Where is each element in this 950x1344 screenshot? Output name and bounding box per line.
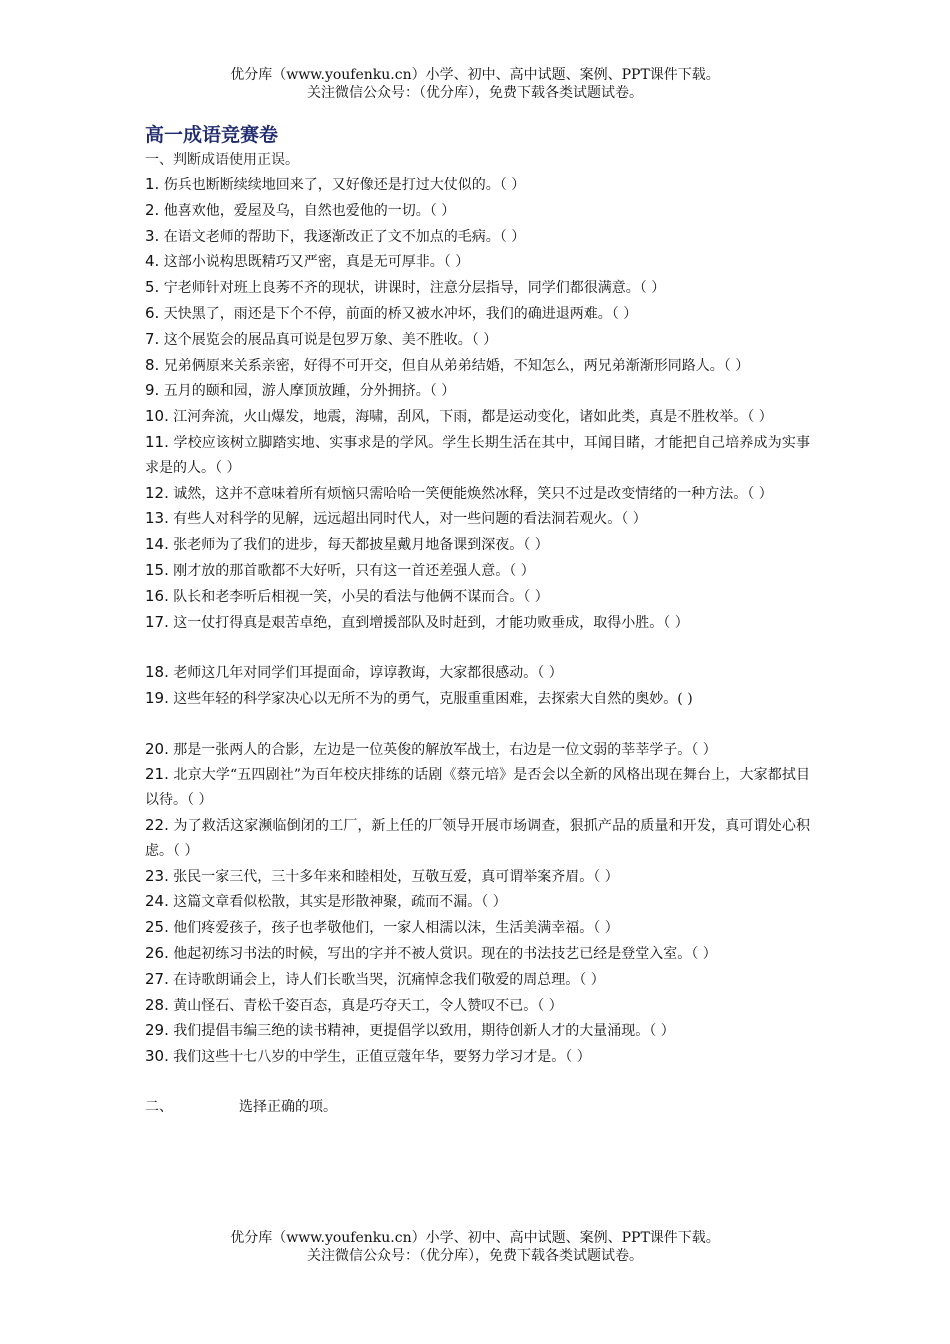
question-number: 18. bbox=[145, 663, 169, 682]
question-text: 江河奔流，火山爆发，地震，海啸，刮风，下雨，都是运动变化，诸如此类，真是不胜枚举。（ ） bbox=[168, 409, 773, 426]
question-text: 这一仗打得真是艰苦卓绝，直到增援部队及时赶到，才能功败垂成，取得小胜。（ ） bbox=[168, 614, 689, 631]
question-number: 3. bbox=[145, 226, 160, 245]
question-text: 黄山怪石、青松千姿百态，真是巧夺天工，令人赞叹不已。（ ） bbox=[168, 997, 563, 1014]
question-text: 我们这些十七八岁的中学生，正值豆蔻年华，要努力学习才是。（ ） bbox=[168, 1049, 591, 1066]
question-item bbox=[145, 172, 810, 198]
question-number: 9. bbox=[145, 381, 160, 400]
question-text: 在语文老师的帮助下，我逐渐改正了文不加点的毛病。（ ） bbox=[159, 228, 526, 245]
question-number: 7. bbox=[145, 329, 160, 348]
question-item bbox=[145, 686, 810, 712]
question-item bbox=[145, 532, 810, 558]
page-footer bbox=[0, 1229, 950, 1265]
question-text: 我们提倡韦编三绝的读书精神，更提倡学以致用，期待创新人才的大量涌现。（ ） bbox=[168, 1023, 675, 1040]
question-number: 16. bbox=[145, 586, 169, 605]
header-line-1: 优分库（www.youfenku.cn）小学、初中、高中试题、案例、PPT课件下载。 bbox=[230, 67, 720, 83]
blank-line bbox=[145, 635, 810, 660]
question-text: 那是一张两人的合影，左边是一位英俊的解放军战士，右边是一位文弱的莘莘学子。（ ） bbox=[168, 741, 717, 758]
question-item bbox=[145, 762, 810, 813]
question-item bbox=[145, 584, 810, 610]
question-item bbox=[145, 506, 810, 532]
question-number: 13. bbox=[145, 509, 169, 528]
question-item bbox=[145, 327, 810, 353]
question-text: 这部小说构思既精巧又严密，真是无可厚非。（ ） bbox=[159, 254, 470, 271]
question-number: 28. bbox=[145, 995, 169, 1014]
question-number: 19. bbox=[145, 688, 169, 707]
question-item bbox=[145, 993, 810, 1019]
question-text: 他起初练习书法的时候，写出的字并不被人赏识。现在的书法技艺已经是登堂入室。（ ） bbox=[168, 945, 717, 962]
section-1-heading: 一、判断成语使用正误。 bbox=[145, 152, 299, 168]
question-number: 11. bbox=[145, 432, 169, 451]
header-line-2: 关注微信公众号：（优分库），免费下载各类试题试卷。 bbox=[307, 85, 643, 101]
section-2-text: 选择正确的项。 bbox=[239, 1098, 337, 1115]
question-text: 在诗歌朗诵会上，诗人们长歌当哭，沉痛悼念我们敬爱的周总理。（ ） bbox=[168, 971, 605, 988]
question-number: 30. bbox=[145, 1047, 169, 1066]
question-number: 14. bbox=[145, 535, 169, 554]
question-number: 4. bbox=[145, 252, 160, 271]
question-item bbox=[145, 353, 810, 379]
question-item bbox=[145, 481, 810, 507]
question-item bbox=[145, 737, 810, 763]
question-item bbox=[145, 558, 810, 584]
question-number: 20. bbox=[145, 739, 169, 758]
question-item bbox=[145, 249, 810, 275]
question-item bbox=[145, 915, 810, 941]
question-item bbox=[145, 967, 810, 993]
question-text: 老师这几年对同学们耳提面命，谆谆教诲，大家都很感动。（ ） bbox=[168, 665, 563, 682]
question-text: 他们疼爱孩子，孩子也孝敬他们，一家人相濡以沫，生活美满幸福。（ ） bbox=[168, 920, 619, 937]
question-number: 24. bbox=[145, 892, 169, 911]
section-2-label: 二、 bbox=[145, 1098, 173, 1115]
footer-line-2: 关注微信公众号：（优分库），免费下载各类试题试卷。 bbox=[307, 1248, 643, 1264]
section-2-heading bbox=[145, 1095, 810, 1119]
document-body bbox=[145, 122, 810, 1119]
question-text: 刚才放的那首歌都不大好听，只有这一首还差强人意。（ ） bbox=[168, 562, 535, 579]
question-number: 22. bbox=[145, 815, 169, 834]
question-text: 他喜欢他，爱屋及乌，自然也爱他的一切。（ ） bbox=[159, 202, 456, 219]
question-number: 21. bbox=[145, 765, 169, 784]
page-header bbox=[0, 66, 950, 102]
question-number: 23. bbox=[145, 866, 169, 885]
question-item bbox=[145, 864, 810, 890]
question-text: 张民一家三代，三十多年来和睦相处，互敬互爱，真可谓举案齐眉。（ ） bbox=[168, 868, 619, 885]
question-number: 29. bbox=[145, 1021, 169, 1040]
question-number: 26. bbox=[145, 943, 169, 962]
question-text: 队长和老李听后相视一笑，小吴的看法与他俩不谋而合。（ ） bbox=[168, 588, 549, 605]
question-text: 宁老师针对班上良莠不齐的现状，讲课时，注意分层指导，同学们都很满意。（ ） bbox=[159, 280, 666, 297]
question-item bbox=[145, 813, 810, 864]
question-text: 这些年轻的科学家决心以无所不为的勇气，克服重重困难，去探索大自然的奥妙。( ) bbox=[168, 690, 693, 707]
question-item bbox=[145, 275, 810, 301]
question-text: 有些人对科学的见解，远远超出同时代人，对一些问题的看法洞若观火。（ ） bbox=[168, 511, 647, 528]
question-item bbox=[145, 889, 810, 915]
question-text: 为了救活这家濒临倒闭的工厂，新上任的厂领导开展市场调查，狠抓产品的质量和开发，真可谓处心积虑。（ ） bbox=[145, 817, 810, 859]
question-number: 25. bbox=[145, 918, 169, 937]
question-text: 学校应该树立脚踏实地、实事求是的学风。学生长期生活在其中，耳闻目睹，才能把自己培养成为实事求是的人。（ ） bbox=[145, 434, 810, 476]
blank-line bbox=[145, 712, 810, 737]
question-number: 6. bbox=[145, 303, 160, 322]
question-text: 诚然，这并不意味着所有烦恼只需哈哈一笑便能焕然冰释，笑只不过是改变情绪的一种方法。（ ） bbox=[168, 485, 773, 502]
question-text: 五月的颐和园，游人摩顶放踵，分外拥挤。（ ） bbox=[159, 383, 456, 400]
question-number: 15. bbox=[145, 560, 169, 579]
question-item bbox=[145, 1018, 810, 1044]
question-text: 伤兵也断断续续地回来了，又好像还是打过大仗似的。（ ） bbox=[159, 177, 526, 193]
question-number: 10. bbox=[145, 407, 169, 426]
question-item bbox=[145, 941, 810, 967]
question-list bbox=[145, 172, 810, 1070]
question-number: 27. bbox=[145, 969, 169, 988]
question-text: 天快黑了，雨还是下个不停，前面的桥又被水冲坏，我们的确进退两难。（ ） bbox=[159, 305, 638, 322]
question-item bbox=[145, 224, 810, 250]
question-text: 这个展览会的展品真可说是包罗万象、美不胜收。（ ） bbox=[159, 331, 498, 348]
footer-line-1: 优分库（www.youfenku.cn）小学、初中、高中试题、案例、PPT课件下载。 bbox=[230, 1230, 720, 1246]
question-number: 5. bbox=[145, 278, 160, 297]
question-number: 1. bbox=[145, 175, 160, 193]
question-item bbox=[145, 610, 810, 636]
question-item bbox=[145, 378, 810, 404]
question-item bbox=[145, 301, 810, 327]
question-text: 兄弟俩原来关系亲密，好得不可开交，但自从弟弟结婚，不知怎么，两兄弟渐渐形同路人。（ ） bbox=[159, 357, 750, 374]
question-item bbox=[145, 1044, 810, 1070]
question-item bbox=[145, 198, 810, 224]
question-number: 17. bbox=[145, 612, 169, 631]
question-item bbox=[145, 660, 810, 686]
question-text: 北京大学“五四剧社”为百年校庆排练的话剧《蔡元培》是否会以全新的风格出现在舞台上，大家都拭目以待。（ ） bbox=[145, 767, 810, 809]
blank-line bbox=[145, 1070, 810, 1095]
question-number: 2. bbox=[145, 200, 160, 219]
doc-title: 高一成语竞赛卷 bbox=[145, 124, 279, 146]
question-text: 这篇文章看似松散，其实是形散神聚，疏而不漏。（ ） bbox=[168, 894, 507, 911]
question-number: 12. bbox=[145, 483, 169, 502]
question-number: 8. bbox=[145, 355, 160, 374]
question-text: 张老师为了我们的进步，每天都披星戴月地备课到深夜。（ ） bbox=[168, 537, 549, 554]
question-item bbox=[145, 404, 810, 430]
question-item bbox=[145, 430, 810, 481]
